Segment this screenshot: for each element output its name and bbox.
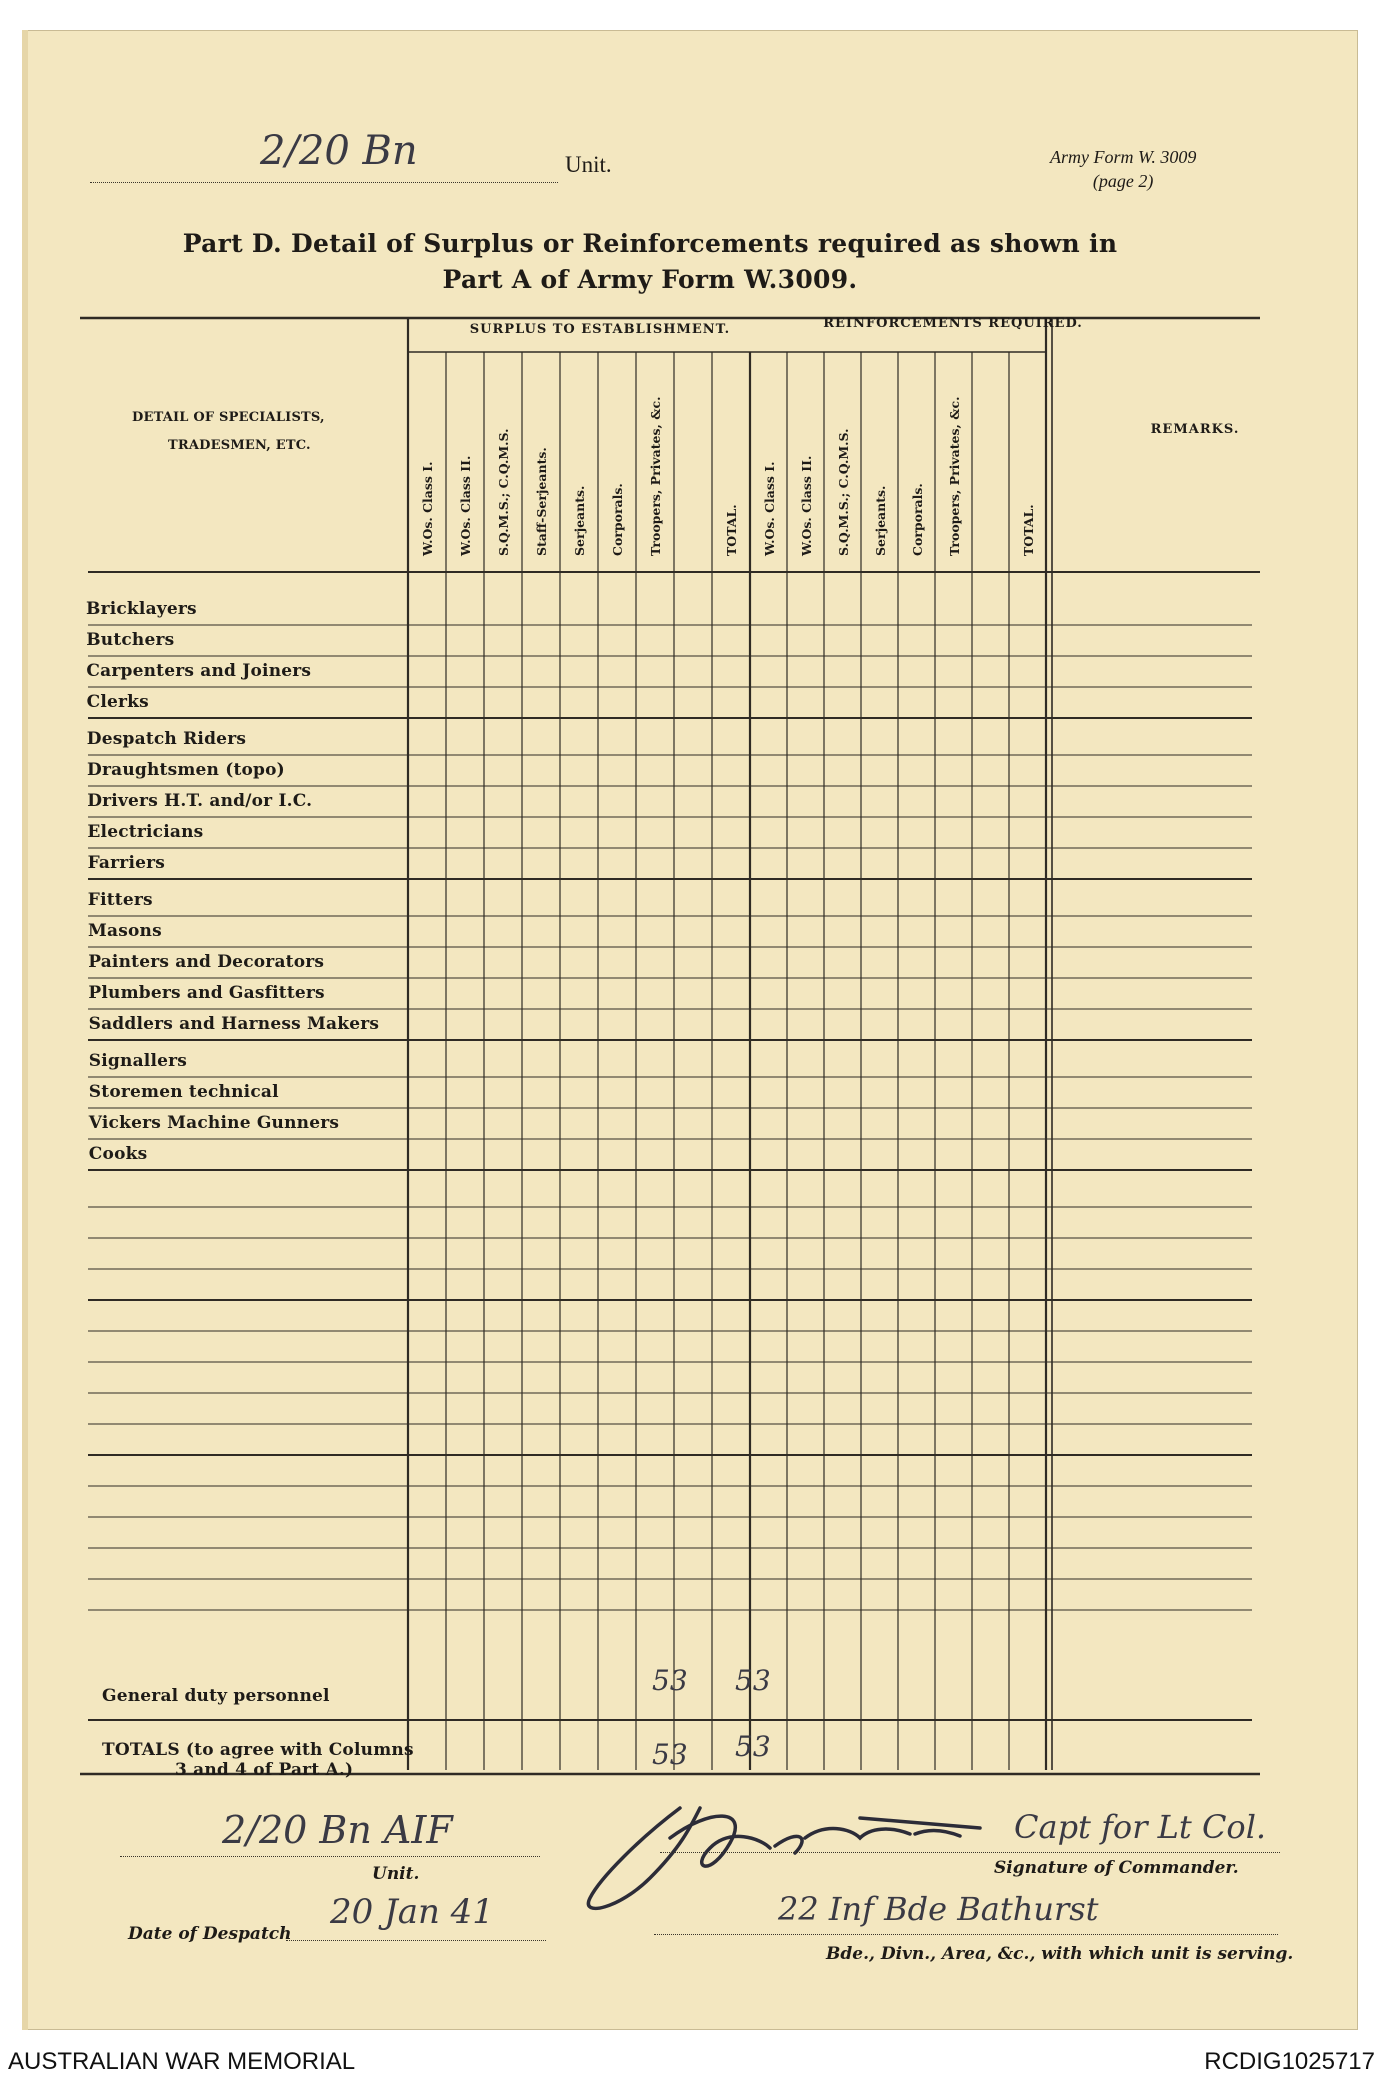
row-label: Farriers (87, 853, 166, 873)
signature-line (660, 1852, 1280, 1853)
row-label: Butchers (86, 630, 175, 650)
detail-header-line-2: TRADESMEN, ETC. (168, 438, 311, 453)
date-of-despatch-label: Date of Despatch (128, 1924, 292, 1944)
row-label: Clerks (86, 692, 149, 712)
credit-left: AUSTRALIAN WAR MEMORIAL (8, 2048, 356, 2075)
surplus-column-header: Troopers, Privates, &c. (648, 396, 663, 556)
detail-header-line-1: DETAIL OF SPECIALISTS, (132, 410, 325, 425)
unit-dotted-line (90, 182, 558, 183)
row-label: Draughtsmen (topo) (87, 760, 285, 780)
row-label: Vickers Machine Gunners (88, 1113, 340, 1133)
date-handwritten: 20 Jan 41 (330, 1892, 494, 1932)
form-reference (1050, 145, 1196, 193)
unit-label: Unit. (565, 152, 612, 177)
signature-handwritten: Capt for Lt Col. (1014, 1808, 1267, 1846)
footer-unit-handwritten: 2/20 Bn AIF (222, 1808, 453, 1852)
surplus-column-header: W.Os. Class I. (420, 461, 435, 556)
form-title (150, 226, 1150, 298)
footer-unit-label: Unit. (372, 1864, 420, 1884)
remarks-header: REMARKS. (1150, 422, 1240, 437)
general-duty-label: General duty personnel (102, 1686, 330, 1706)
row-label: Drivers H.T. and/or I.C. (87, 791, 313, 811)
reinforcement-column-header: Serjeants. (873, 485, 888, 556)
row-label: Storemen technical (88, 1082, 279, 1102)
reinforcement-column-header: Corporals. (910, 483, 925, 556)
row-label: Masons (88, 921, 162, 941)
row-label: Plumbers and Gasfitters (88, 983, 325, 1003)
totals-label-line-1: TOTALS (to agree with Columns (102, 1740, 414, 1760)
surplus-column-header: Serjeants. (572, 485, 587, 556)
reinforcement-column-header: W.Os. Class I. (762, 461, 777, 556)
surplus-header: SURPLUS TO ESTABLISHMENT. (469, 322, 731, 337)
date-line (286, 1940, 546, 1941)
reinforcements-header: REINFORCEMENTS REQUIRED. (823, 316, 1083, 331)
totals-label-line-2: 3 and 4 of Part A.) (175, 1760, 354, 1780)
row-label: Signallers (88, 1051, 188, 1071)
general-duty-total-value: 53 (735, 1664, 771, 1697)
reinforcement-column-header: Troopers, Privates, &c. (947, 396, 962, 556)
title-line-2: Part A of Army Form W.3009. (442, 265, 858, 294)
credit-right: RCDIG1025717 (1204, 2048, 1375, 2075)
surplus-column-header: Corporals. (610, 483, 625, 556)
general-duty-troopers-value: 53 (652, 1664, 688, 1697)
unit-handwritten: 2/20 Bn (260, 128, 418, 174)
bde-line (654, 1934, 1278, 1935)
row-label: Bricklayers (86, 599, 197, 619)
row-label: Despatch Riders (86, 729, 247, 749)
totals-troopers-value: 53 (652, 1738, 688, 1771)
footer-unit-line (120, 1856, 540, 1857)
detail-table (80, 300, 1300, 1780)
bde-label: Bde., Divn., Area, &c., with which unit is serving. (826, 1944, 1294, 1964)
row-label: Painters and Decorators (88, 952, 325, 972)
surplus-column-header: S.Q.M.S.; C.Q.M.S. (496, 428, 511, 556)
row-label: Carpenters and Joiners (86, 661, 312, 681)
row-label: Electricians (87, 822, 204, 842)
row-label: Saddlers and Harness Makers (88, 1014, 380, 1034)
row-label: Fitters (87, 890, 153, 910)
table-grid (80, 300, 1300, 1780)
surplus-column-header: W.Os. Class II. (458, 455, 473, 556)
reinforcement-column-header: TOTAL. (1021, 504, 1036, 556)
reinforcement-column-header: S.Q.M.S.; C.Q.M.S. (836, 428, 851, 556)
row-label: Cooks (88, 1144, 148, 1164)
reinforcement-column-header: W.Os. Class II. (799, 455, 814, 556)
surplus-column-header: Staff-Serjeants. (534, 447, 549, 556)
form-number: Army Form W. 3009 (1050, 147, 1197, 167)
totals-total-value: 53 (735, 1730, 771, 1763)
form-page: (page 2) (1092, 171, 1154, 191)
bde-handwritten: 22 Inf Bde Bathurst (778, 1890, 1099, 1928)
title-line-1: Part D. Detail of Surplus or Reinforcements required as shown in (182, 229, 1118, 258)
surplus-column-header: TOTAL. (724, 504, 739, 556)
signature-of-commander-label: Signature of Commander. (994, 1858, 1239, 1878)
